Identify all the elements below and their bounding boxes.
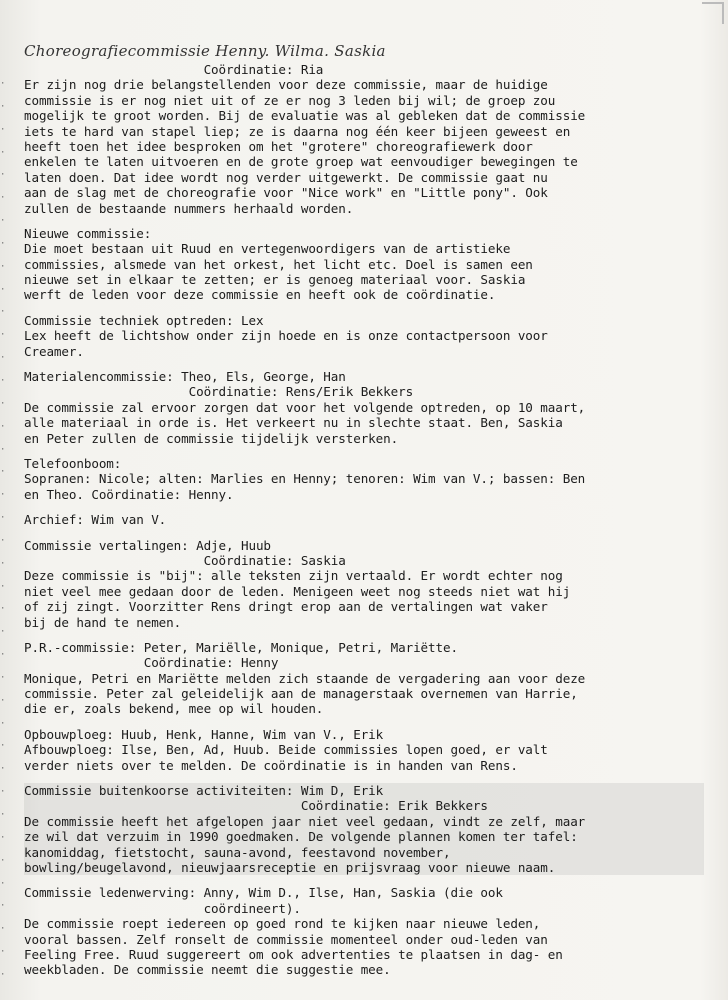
margin-mark: · [0, 604, 6, 615]
margin-mark: · [0, 810, 6, 820]
margin-mark: · [0, 193, 6, 204]
text-line: De commissie zal ervoor zorgen dat voor het volgende optreden, op 10 maart, [24, 399, 586, 415]
margin-mark: · [0, 581, 6, 592]
text-line: commissie is er nog niet uit of ze er nog 3 leden bij wil; de groep zou [24, 92, 556, 108]
margin-mark: · [0, 216, 6, 227]
section-heading-line: Telefoonboom: [24, 455, 122, 471]
margin-mark: · [0, 79, 6, 89]
margin-mark: · [0, 421, 6, 432]
margin-mark: · [0, 261, 6, 272]
margin-mark: · [0, 901, 6, 912]
section-heading-line: Archief: Wim van V. [24, 512, 167, 528]
text-line: iets te hard van stapel liep; ze is daarna nog één keer bijeen geweest en [24, 123, 571, 139]
section-archief [24, 512, 704, 527]
text-line: Sopranen: Nicole; alten: Marlies en Henny; tenoren: Wim van V.; bassen: Ben [24, 471, 586, 487]
margin-mark: · [0, 924, 6, 935]
text-line: verder niets over te melden. De coördinatie is in handen van Rens. [24, 757, 518, 773]
margin-mark: · [0, 124, 6, 135]
text-line: en Peter zullen de commissie tijdelijk versterken. [24, 430, 399, 446]
section-commissie-ledenwerving [24, 885, 704, 977]
margin-mark: · [0, 672, 6, 683]
text-line: Monique, Petri en Mariëtte melden zich staande de vergadering aan voor deze [24, 670, 586, 686]
text-line: Afbouwploeg: Ilse, Ben, Ad, Huub. Beide commissies lopen goed, er valt [24, 742, 548, 758]
text-line: Coördinatie: Saskia [24, 552, 346, 568]
section-commissie-vertalingen [24, 538, 704, 630]
text-line: vooral bassen. Zelf ronselt de commissie momenteel onder oud-leden van [24, 931, 548, 947]
text-line: enkelen te laten uitvoeren en de grote groep wat eenvoudiger bewegingen te [24, 154, 578, 170]
text-line: heeft toen het idee besproken om het "grotere" choreografiewerk door [24, 138, 533, 154]
text-line: bowling/beugelavond, nieuwjaarsreceptie en prijsvraag voor nieuwe naam. [24, 859, 556, 875]
section-heading-line: Commissie techniek optreden: Lex [24, 312, 264, 328]
text-line: niet veel mee gedaan door de leden. Menigeen weet nog steeds niet wat hij [24, 583, 571, 599]
text-line: aan de slag met de choreografie voor "Nice work" en "Little pony". Ook [24, 185, 548, 201]
text-line: Coördinatie: Erik Bekkers [24, 798, 488, 814]
section-heading-line: Commissie buitenkoorse activiteiten: Wim D, Erik [24, 783, 384, 799]
text-line: bij de hand te nemen. [24, 614, 182, 630]
margin-mark: · [0, 307, 6, 318]
text-line: weekbladen. De commissie neemt die suggestie mee. [24, 962, 391, 978]
section-heading-line: Opbouwploeg: Huub, Henk, Hanne, Wim van V., Erik [24, 726, 384, 742]
margin-mark: · [0, 101, 6, 112]
margin-mark: · [0, 947, 6, 958]
section-heading-line: Coördinatie: Ria [24, 62, 324, 77]
text-line: De commissie roept iedereen op goed rond te kijken naar nieuwe leden, [24, 916, 541, 932]
margin-mark: · [0, 238, 6, 249]
margin-mark: · [0, 444, 6, 455]
margin-mark: · [0, 878, 6, 889]
text-line: die er, zoals bekend, mee op wil houden. [24, 701, 324, 717]
section-nieuwe-commissie [24, 226, 704, 303]
section-opbouwploeg [24, 727, 704, 773]
text-line: commissies, alsmede van het orkest, het licht etc. Doel is samen een [24, 256, 533, 272]
section-heading-line: Materialencommissie: Theo, Els, George, Han [24, 369, 346, 385]
text-line: Deze commissie is "bij": alle teksten zijn vertaald. Er wordt echter nog [24, 568, 563, 584]
margin-mark: · [0, 398, 6, 409]
margin-mark: · [0, 490, 6, 501]
text-line: Er zijn nog drie belangstellenden voor deze commissie, maar de huidige [24, 77, 548, 93]
section-heading-line: Commissie ledenwerving: Anny, Wim D., Ilse, Han, Saskia (die ook [24, 885, 503, 901]
section-heading-line: Commissie vertalingen: Adje, Huub [24, 537, 271, 553]
text-line: Coördinatie: Rens/Erik Bekkers [24, 384, 414, 400]
margin-mark: · [0, 855, 6, 866]
text-line: of zij zingt. Voorzitter Rens dringt erop aan de vertalingen wat vaker [24, 599, 548, 615]
margin-mark: · [0, 535, 6, 546]
section-commissie-buitenkoorse-activiteiten [24, 783, 704, 875]
section-commissie-techniek [24, 313, 704, 359]
margin-mark: · [0, 764, 6, 775]
margin-mark: · [0, 375, 6, 386]
margin-mark: · [0, 969, 6, 980]
margin-mark: · [0, 330, 6, 341]
margin-mark: · [0, 170, 6, 181]
margin-mark: · [0, 832, 6, 843]
margin-mark: · [0, 558, 6, 569]
text-line: Creamer. [24, 343, 84, 359]
margin-mark: · [0, 467, 6, 478]
section-choreografie-commissie [24, 62, 704, 216]
text-line: werft de leden voor deze commissie en heeft ook de coördinatie. [24, 287, 496, 303]
staple-mark [702, 2, 724, 24]
section-heading-line: P.R.-commissie: Peter, Mariëlle, Monique, Petri, Mariëtte. [24, 639, 458, 655]
text-line: nieuwe set in elkaar te zetten; er is genoeg materiaal voor. Saskia [24, 272, 526, 288]
handwritten-header: Choreografiecommissie Henny. Wilma. Saskia [24, 42, 386, 60]
sections [24, 62, 704, 978]
margin-mark: · [0, 353, 6, 364]
margin-mark: · [0, 147, 6, 158]
text-line: Lex heeft de lichtshow onder zijn hoede en is onze contactpersoon voor [24, 328, 548, 344]
margin-mark: · [0, 741, 6, 752]
text-line: zullen de bestaande nummers herhaald worden. [24, 200, 354, 216]
text-line: Die moet bestaan uit Ruud en vertegenwoordigers van de artistieke [24, 241, 511, 257]
text-line: commissie. Peter zal geleidelijk aan de managerstaak overnemen van Harrie, [24, 686, 578, 702]
text-line: ze wil dat verzuim in 1990 goedmaken. De volgende plannen komen ter tafel: [24, 829, 578, 845]
section-heading-line: Nieuwe commissie: [24, 225, 152, 241]
text-line: en Theo. Coördinatie: Henny. [24, 486, 234, 502]
margin-mark: · [0, 650, 6, 661]
margin-mark: · [0, 787, 6, 798]
margin-mark: · [0, 695, 6, 706]
text-line: kanomiddag, fietstocht, sauna-avond, feestavond november, [24, 844, 451, 860]
section-telefoonboom [24, 456, 704, 502]
text-line: coördineert). [24, 900, 301, 916]
text-line: alle materiaal in orde is. Het verkeert nu in slechte staat. Ben, Saskia [24, 415, 563, 431]
text-line: laten doen. Dat idee wordt nog verder uitgewerkt. De commissie gaat nu [24, 169, 548, 185]
section-materialencommissie [24, 369, 704, 446]
margin-mark: · [0, 513, 6, 524]
document-body [24, 40, 704, 988]
text-line: mogelijk te groot worden. Bij de evaluatie was al gebleken dat de commissie [24, 108, 586, 124]
section-pr-commissie [24, 640, 704, 717]
text-line: Feeling Free. Ruud suggereert om ook advertenties te plaatsen in dag- en [24, 946, 563, 962]
margin-mark: · [0, 627, 6, 638]
punch-margin [0, 80, 10, 980]
margin-mark: · [0, 284, 6, 295]
text-line: Coördinatie: Henny [24, 655, 279, 671]
margin-mark: · [0, 718, 6, 729]
text-line: De commissie heeft het afgelopen jaar niet veel gedaan, vindt ze zelf, maar [24, 813, 586, 829]
